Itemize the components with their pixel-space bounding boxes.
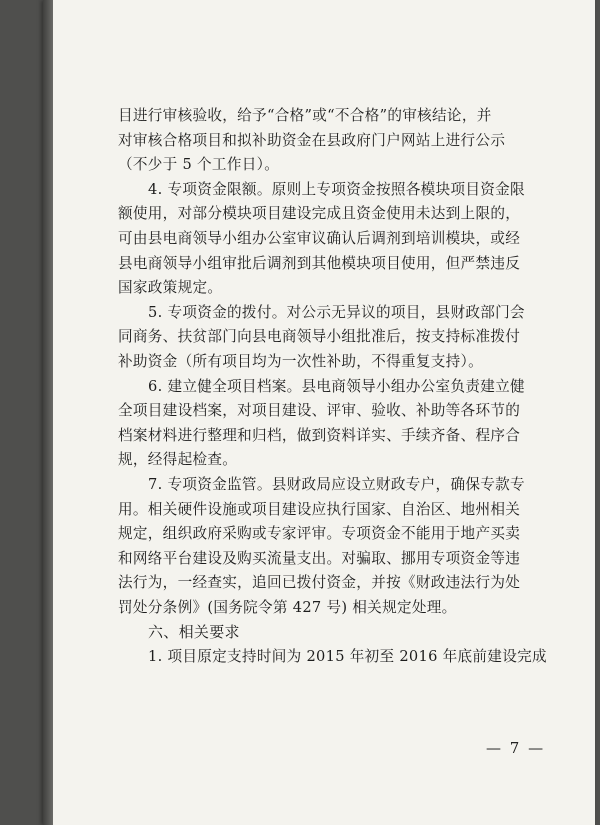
text-line: 国家政策规定。 bbox=[118, 279, 223, 297]
paragraph-fund-disbursement bbox=[118, 301, 558, 375]
paragraph-fund-limit bbox=[118, 178, 558, 301]
text-line: 6. 建立健全项目档案。县电商领导小组办公室负责建立健 bbox=[148, 377, 525, 395]
text-line: 用。相关硬件设施或项目建设应执行国家、自治区、地州相关 bbox=[118, 500, 521, 518]
text-line: 1. 项目原定支持时间为 2015 年初至 2016 年底前建设完成 bbox=[148, 648, 547, 666]
page-number: — 7 — bbox=[486, 739, 546, 757]
section-heading-container bbox=[118, 620, 558, 645]
text-line: 5. 专项资金的拨付。对公示无异议的项目，县财政部门会 bbox=[148, 303, 525, 321]
text-line: 和网络平台建设及购买流量支出。对骗取、挪用专项资金等违 bbox=[118, 549, 521, 567]
section-heading: 六、相关要求 bbox=[148, 623, 240, 642]
page-edge-shadow bbox=[43, 0, 53, 825]
text-line: 法行为，一经查实，追回已拨付资金，并按《财政违法行为处 bbox=[118, 574, 521, 592]
text-line: 4. 专项资金限额。原则上专项资金按照各模块项目资金限 bbox=[148, 180, 525, 198]
text-line: 档案材料进行整理和归档，做到资料详实、手续齐备、程序合 bbox=[118, 426, 521, 444]
text-line: 对审核合格项目和拟补助资金在县政府门户网站上进行公示 bbox=[118, 131, 506, 149]
text-line: 7. 专项资金监管。县财政局应设立财政专户，确保专款专 bbox=[148, 475, 525, 493]
text-line: 罚处分条例》(国务院令第 427 号) 相关规定处理。 bbox=[118, 598, 457, 616]
text-line: 同商务、扶贫部门向县电商领导小组批准后，按支持标准拨付 bbox=[118, 328, 521, 346]
paragraph-continuation bbox=[118, 104, 558, 178]
paragraph-fund-supervision bbox=[118, 473, 558, 621]
paragraph-requirement-1 bbox=[118, 645, 558, 670]
text-line: 额使用，对部分模块项目建设完成且资金使用未达到上限的， bbox=[118, 205, 521, 223]
document-body bbox=[118, 104, 558, 670]
text-line: 规定，组织政府采购或专家评审。专项资金不能用于地产买卖 bbox=[118, 525, 521, 543]
paragraph-project-archive bbox=[118, 375, 558, 473]
text-line: 可由县电商领导小组办公室审议确认后调剂到培训模块，或经 bbox=[118, 229, 521, 247]
text-line: 目进行审核验收，给予“合格”或“不合格”的审核结论，并 bbox=[118, 107, 492, 124]
text-line: （不少于 5 个工作日）。 bbox=[118, 156, 280, 174]
text-line: 补助资金（所有项目均为一次性补助，不得重复支持）。 bbox=[118, 352, 484, 370]
text-line: 全项目建设档案，对项目建设、评审、验收、补助等各环节的 bbox=[118, 402, 521, 420]
text-line: 县电商领导小组审批后调剂到其他模块项目使用，但严禁违反 bbox=[118, 254, 521, 272]
text-line: 规，经得起检查。 bbox=[118, 451, 238, 469]
